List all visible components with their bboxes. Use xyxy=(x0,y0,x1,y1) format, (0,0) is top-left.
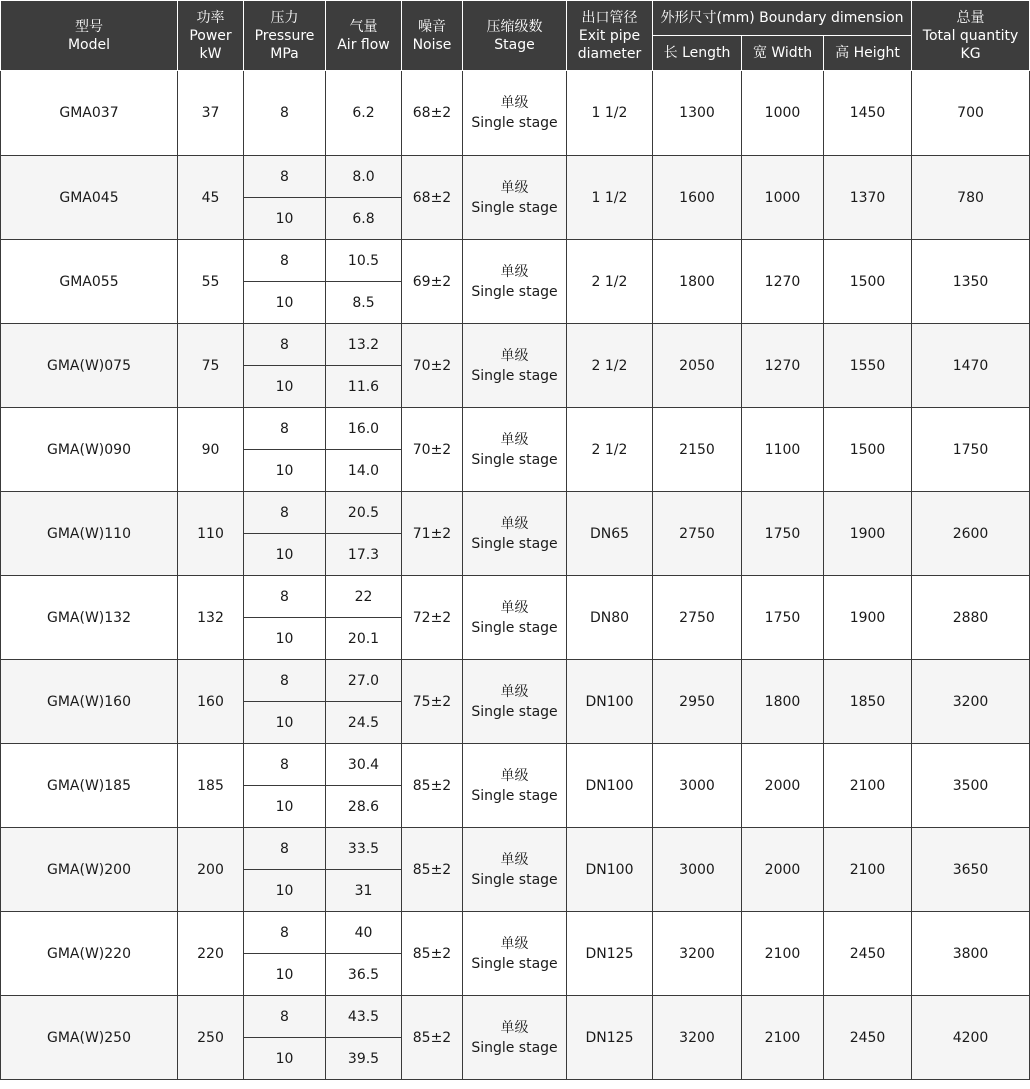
cell-stage-en: Single stage xyxy=(471,199,558,216)
cell-length: 1600 xyxy=(653,156,742,240)
cell-noise: 85±2 xyxy=(402,828,463,912)
header-model-cn: 型号 xyxy=(75,18,103,35)
cell-model: GMA(W)160 xyxy=(1,660,178,744)
header-power-cn: 功率 xyxy=(196,9,225,26)
header-stage xyxy=(463,1,567,71)
cell-noise: 69±2 xyxy=(402,240,463,324)
cell-pipe: 2 1/2 xyxy=(567,240,653,324)
cell-airflow: 13.2 xyxy=(326,324,402,366)
header-power-unit: kW xyxy=(199,45,222,62)
cell-height: 1370 xyxy=(824,156,912,240)
cell-stage-cn: 单级 xyxy=(500,599,529,616)
cell-stage xyxy=(463,912,567,996)
cell-pressure: 10 xyxy=(244,366,326,408)
header-height: 高 Height xyxy=(824,36,912,71)
cell-height: 1500 xyxy=(824,408,912,492)
cell-power: 200 xyxy=(178,828,244,912)
table-row xyxy=(1,492,1030,534)
cell-length: 3000 xyxy=(653,744,742,828)
cell-noise: 85±2 xyxy=(402,996,463,1080)
table-row xyxy=(1,156,1030,198)
cell-pipe: DN100 xyxy=(567,744,653,828)
cell-model: GMA045 xyxy=(1,156,178,240)
cell-airflow: 28.6 xyxy=(326,786,402,828)
cell-pressure: 8 xyxy=(244,324,326,366)
cell-pressure: 8 xyxy=(244,912,326,954)
cell-model: GMA(W)075 xyxy=(1,324,178,408)
cell-width: 2100 xyxy=(742,912,824,996)
table-row xyxy=(1,576,1030,618)
cell-pipe: DN65 xyxy=(567,492,653,576)
table-row xyxy=(1,324,1030,366)
cell-pressure: 10 xyxy=(244,198,326,240)
cell-model: GMA(W)220 xyxy=(1,912,178,996)
cell-stage xyxy=(463,576,567,660)
header-power xyxy=(178,1,244,71)
cell-pressure: 8 xyxy=(244,71,326,156)
cell-stage-en: Single stage xyxy=(471,367,558,384)
cell-stage-cn: 单级 xyxy=(500,431,529,448)
cell-stage-en: Single stage xyxy=(471,619,558,636)
cell-height: 2450 xyxy=(824,996,912,1080)
cell-height: 1900 xyxy=(824,492,912,576)
cell-stage-en: Single stage xyxy=(471,1039,558,1056)
cell-height: 2100 xyxy=(824,744,912,828)
header-airflow-cn: 气量 xyxy=(349,18,378,35)
cell-pressure: 10 xyxy=(244,282,326,324)
header-noise xyxy=(402,1,463,71)
cell-stage xyxy=(463,744,567,828)
cell-noise: 72±2 xyxy=(402,576,463,660)
cell-length: 1300 xyxy=(653,71,742,156)
cell-noise: 75±2 xyxy=(402,660,463,744)
cell-noise: 71±2 xyxy=(402,492,463,576)
cell-stage-en: Single stage xyxy=(471,115,558,131)
cell-width: 1800 xyxy=(742,660,824,744)
cell-airflow: 8.0 xyxy=(326,156,402,198)
header-model xyxy=(1,1,178,71)
cell-stage-cn: 单级 xyxy=(500,263,529,280)
header-pressure xyxy=(244,1,326,71)
cell-model: GMA037 xyxy=(1,71,178,156)
header-dimension: 外形尺寸(mm) Boundary dimension xyxy=(653,1,912,36)
cell-length: 3200 xyxy=(653,912,742,996)
cell-airflow: 31 xyxy=(326,870,402,912)
cell-length: 1800 xyxy=(653,240,742,324)
cell-weight: 700 xyxy=(912,71,1030,156)
cell-pipe: DN100 xyxy=(567,660,653,744)
cell-pressure: 10 xyxy=(244,870,326,912)
cell-stage xyxy=(463,828,567,912)
table-row xyxy=(1,660,1030,702)
cell-pressure: 10 xyxy=(244,534,326,576)
cell-noise: 68±2 xyxy=(402,71,463,156)
cell-airflow: 36.5 xyxy=(326,954,402,996)
cell-stage-en: Single stage xyxy=(471,871,558,888)
cell-stage-cn: 单级 xyxy=(500,95,529,111)
cell-width: 1000 xyxy=(742,71,824,156)
cell-height: 2450 xyxy=(824,912,912,996)
cell-height: 1900 xyxy=(824,576,912,660)
table-row xyxy=(1,996,1030,1038)
cell-pressure: 8 xyxy=(244,156,326,198)
cell-pressure: 10 xyxy=(244,786,326,828)
cell-stage xyxy=(463,408,567,492)
header-airflow xyxy=(326,1,402,71)
cell-stage-cn: 单级 xyxy=(500,851,529,868)
cell-weight: 4200 xyxy=(912,996,1030,1080)
cell-stage-cn: 单级 xyxy=(500,179,529,196)
table-row xyxy=(1,240,1030,282)
cell-model: GMA(W)090 xyxy=(1,408,178,492)
cell-airflow: 27.0 xyxy=(326,660,402,702)
cell-model: GMA055 xyxy=(1,240,178,324)
cell-airflow: 14.0 xyxy=(326,450,402,492)
header-stage-en: Stage xyxy=(494,36,535,53)
cell-power: 45 xyxy=(178,156,244,240)
cell-airflow: 8.5 xyxy=(326,282,402,324)
cell-stage-cn: 单级 xyxy=(500,347,529,364)
cell-weight: 3800 xyxy=(912,912,1030,996)
header-pipe-en: Exit pipe xyxy=(578,27,641,44)
cell-length: 3000 xyxy=(653,828,742,912)
cell-weight: 3650 xyxy=(912,828,1030,912)
cell-pressure: 8 xyxy=(244,408,326,450)
cell-height: 1850 xyxy=(824,660,912,744)
cell-airflow: 17.3 xyxy=(326,534,402,576)
cell-width: 1750 xyxy=(742,492,824,576)
cell-power: 160 xyxy=(178,660,244,744)
cell-stage-en: Single stage xyxy=(471,283,558,300)
cell-width: 1100 xyxy=(742,408,824,492)
header-weight-unit: KG xyxy=(960,45,981,62)
cell-airflow: 11.6 xyxy=(326,366,402,408)
cell-weight: 780 xyxy=(912,156,1030,240)
cell-width: 1270 xyxy=(742,240,824,324)
cell-stage xyxy=(463,660,567,744)
cell-noise: 68±2 xyxy=(402,156,463,240)
cell-pressure: 8 xyxy=(244,996,326,1038)
cell-pipe: 2 1/2 xyxy=(567,408,653,492)
table-row xyxy=(1,828,1030,870)
cell-pressure: 8 xyxy=(244,576,326,618)
cell-height: 1500 xyxy=(824,240,912,324)
cell-power: 132 xyxy=(178,576,244,660)
cell-power: 220 xyxy=(178,912,244,996)
header-pressure-cn: 压力 xyxy=(270,9,299,26)
cell-weight: 1350 xyxy=(912,240,1030,324)
cell-stage-cn: 单级 xyxy=(500,767,529,784)
cell-width: 1750 xyxy=(742,576,824,660)
cell-height: 1550 xyxy=(824,324,912,408)
table-row xyxy=(1,744,1030,786)
cell-stage-en: Single stage xyxy=(471,535,558,552)
cell-length: 2150 xyxy=(653,408,742,492)
cell-model: GMA(W)250 xyxy=(1,996,178,1080)
cell-stage xyxy=(463,492,567,576)
cell-stage-en: Single stage xyxy=(471,451,558,468)
cell-stage xyxy=(463,71,567,156)
header-width: 宽 Width xyxy=(742,36,824,71)
cell-airflow: 24.5 xyxy=(326,702,402,744)
header-weight-en: Total quantity xyxy=(922,27,1019,44)
table-body xyxy=(1,71,1030,1080)
header-weight-cn: 总量 xyxy=(956,9,985,26)
cell-stage xyxy=(463,324,567,408)
cell-width: 2000 xyxy=(742,828,824,912)
cell-pipe: 2 1/2 xyxy=(567,324,653,408)
cell-airflow: 39.5 xyxy=(326,1038,402,1080)
cell-pipe: DN80 xyxy=(567,576,653,660)
cell-airflow: 6.2 xyxy=(326,71,402,156)
cell-power: 185 xyxy=(178,744,244,828)
cell-stage-cn: 单级 xyxy=(500,1019,529,1036)
cell-pipe: DN125 xyxy=(567,912,653,996)
cell-pipe: DN125 xyxy=(567,996,653,1080)
cell-power: 250 xyxy=(178,996,244,1080)
cell-pressure: 8 xyxy=(244,828,326,870)
cell-length: 2750 xyxy=(653,492,742,576)
cell-length: 3200 xyxy=(653,996,742,1080)
cell-noise: 85±2 xyxy=(402,912,463,996)
cell-stage xyxy=(463,996,567,1080)
header-power-en: Power xyxy=(189,27,232,44)
cell-stage-en: Single stage xyxy=(471,787,558,804)
cell-pressure: 8 xyxy=(244,492,326,534)
table-header xyxy=(1,1,1030,71)
cell-pressure: 10 xyxy=(244,618,326,660)
cell-power: 55 xyxy=(178,240,244,324)
header-stage-cn: 压缩级数 xyxy=(486,18,543,35)
cell-model: GMA(W)185 xyxy=(1,744,178,828)
cell-airflow: 30.4 xyxy=(326,744,402,786)
cell-height: 1450 xyxy=(824,71,912,156)
cell-width: 1000 xyxy=(742,156,824,240)
cell-airflow: 16.0 xyxy=(326,408,402,450)
cell-power: 110 xyxy=(178,492,244,576)
cell-weight: 2600 xyxy=(912,492,1030,576)
header-noise-cn: 噪音 xyxy=(418,18,446,35)
cell-stage xyxy=(463,240,567,324)
header-noise-en: Noise xyxy=(412,36,452,53)
header-pipe-en2: diameter xyxy=(577,45,642,62)
cell-weight: 2880 xyxy=(912,576,1030,660)
cell-power: 90 xyxy=(178,408,244,492)
cell-width: 1270 xyxy=(742,324,824,408)
header-pipe xyxy=(567,1,653,71)
cell-weight: 1470 xyxy=(912,324,1030,408)
cell-pipe: DN100 xyxy=(567,828,653,912)
cell-width: 2000 xyxy=(742,744,824,828)
cell-model: GMA(W)110 xyxy=(1,492,178,576)
table-row xyxy=(1,912,1030,954)
cell-width: 2100 xyxy=(742,996,824,1080)
cell-stage-cn: 单级 xyxy=(500,935,529,952)
cell-pressure: 10 xyxy=(244,954,326,996)
cell-stage xyxy=(463,156,567,240)
cell-noise: 70±2 xyxy=(402,324,463,408)
header-pressure-en: Pressure xyxy=(254,27,315,44)
cell-power: 75 xyxy=(178,324,244,408)
cell-airflow: 6.8 xyxy=(326,198,402,240)
header-length: 长 Length xyxy=(653,36,742,71)
cell-pressure: 10 xyxy=(244,450,326,492)
cell-pipe: 1 1/2 xyxy=(567,71,653,156)
cell-length: 2950 xyxy=(653,660,742,744)
cell-height: 2100 xyxy=(824,828,912,912)
cell-pressure: 10 xyxy=(244,702,326,744)
cell-stage-en: Single stage xyxy=(471,703,558,720)
cell-pressure: 8 xyxy=(244,660,326,702)
cell-model: GMA(W)132 xyxy=(1,576,178,660)
cell-airflow: 10.5 xyxy=(326,240,402,282)
cell-weight: 1750 xyxy=(912,408,1030,492)
header-airflow-en: Air flow xyxy=(337,36,390,53)
cell-pipe: 1 1/2 xyxy=(567,156,653,240)
cell-airflow: 43.5 xyxy=(326,996,402,1038)
cell-power: 37 xyxy=(178,71,244,156)
cell-airflow: 20.5 xyxy=(326,492,402,534)
cell-noise: 85±2 xyxy=(402,744,463,828)
cell-model: GMA(W)200 xyxy=(1,828,178,912)
cell-stage-cn: 单级 xyxy=(500,515,529,532)
header-pressure-unit: MPa xyxy=(270,45,299,62)
header-model-en: Model xyxy=(67,36,111,53)
cell-stage-cn: 单级 xyxy=(500,683,529,700)
cell-airflow: 40 xyxy=(326,912,402,954)
cell-airflow: 20.1 xyxy=(326,618,402,660)
cell-airflow: 33.5 xyxy=(326,828,402,870)
table-row xyxy=(1,408,1030,450)
table-row xyxy=(1,71,1030,156)
cell-length: 2750 xyxy=(653,576,742,660)
cell-stage-en: Single stage xyxy=(471,955,558,972)
cell-pressure: 10 xyxy=(244,1038,326,1080)
cell-weight: 3200 xyxy=(912,660,1030,744)
cell-airflow: 22 xyxy=(326,576,402,618)
cell-pressure: 8 xyxy=(244,240,326,282)
cell-noise: 70±2 xyxy=(402,408,463,492)
header-weight xyxy=(912,1,1030,71)
cell-pressure: 8 xyxy=(244,744,326,786)
header-pipe-cn: 出口管径 xyxy=(581,9,638,26)
cell-length: 2050 xyxy=(653,324,742,408)
cell-weight: 3500 xyxy=(912,744,1030,828)
